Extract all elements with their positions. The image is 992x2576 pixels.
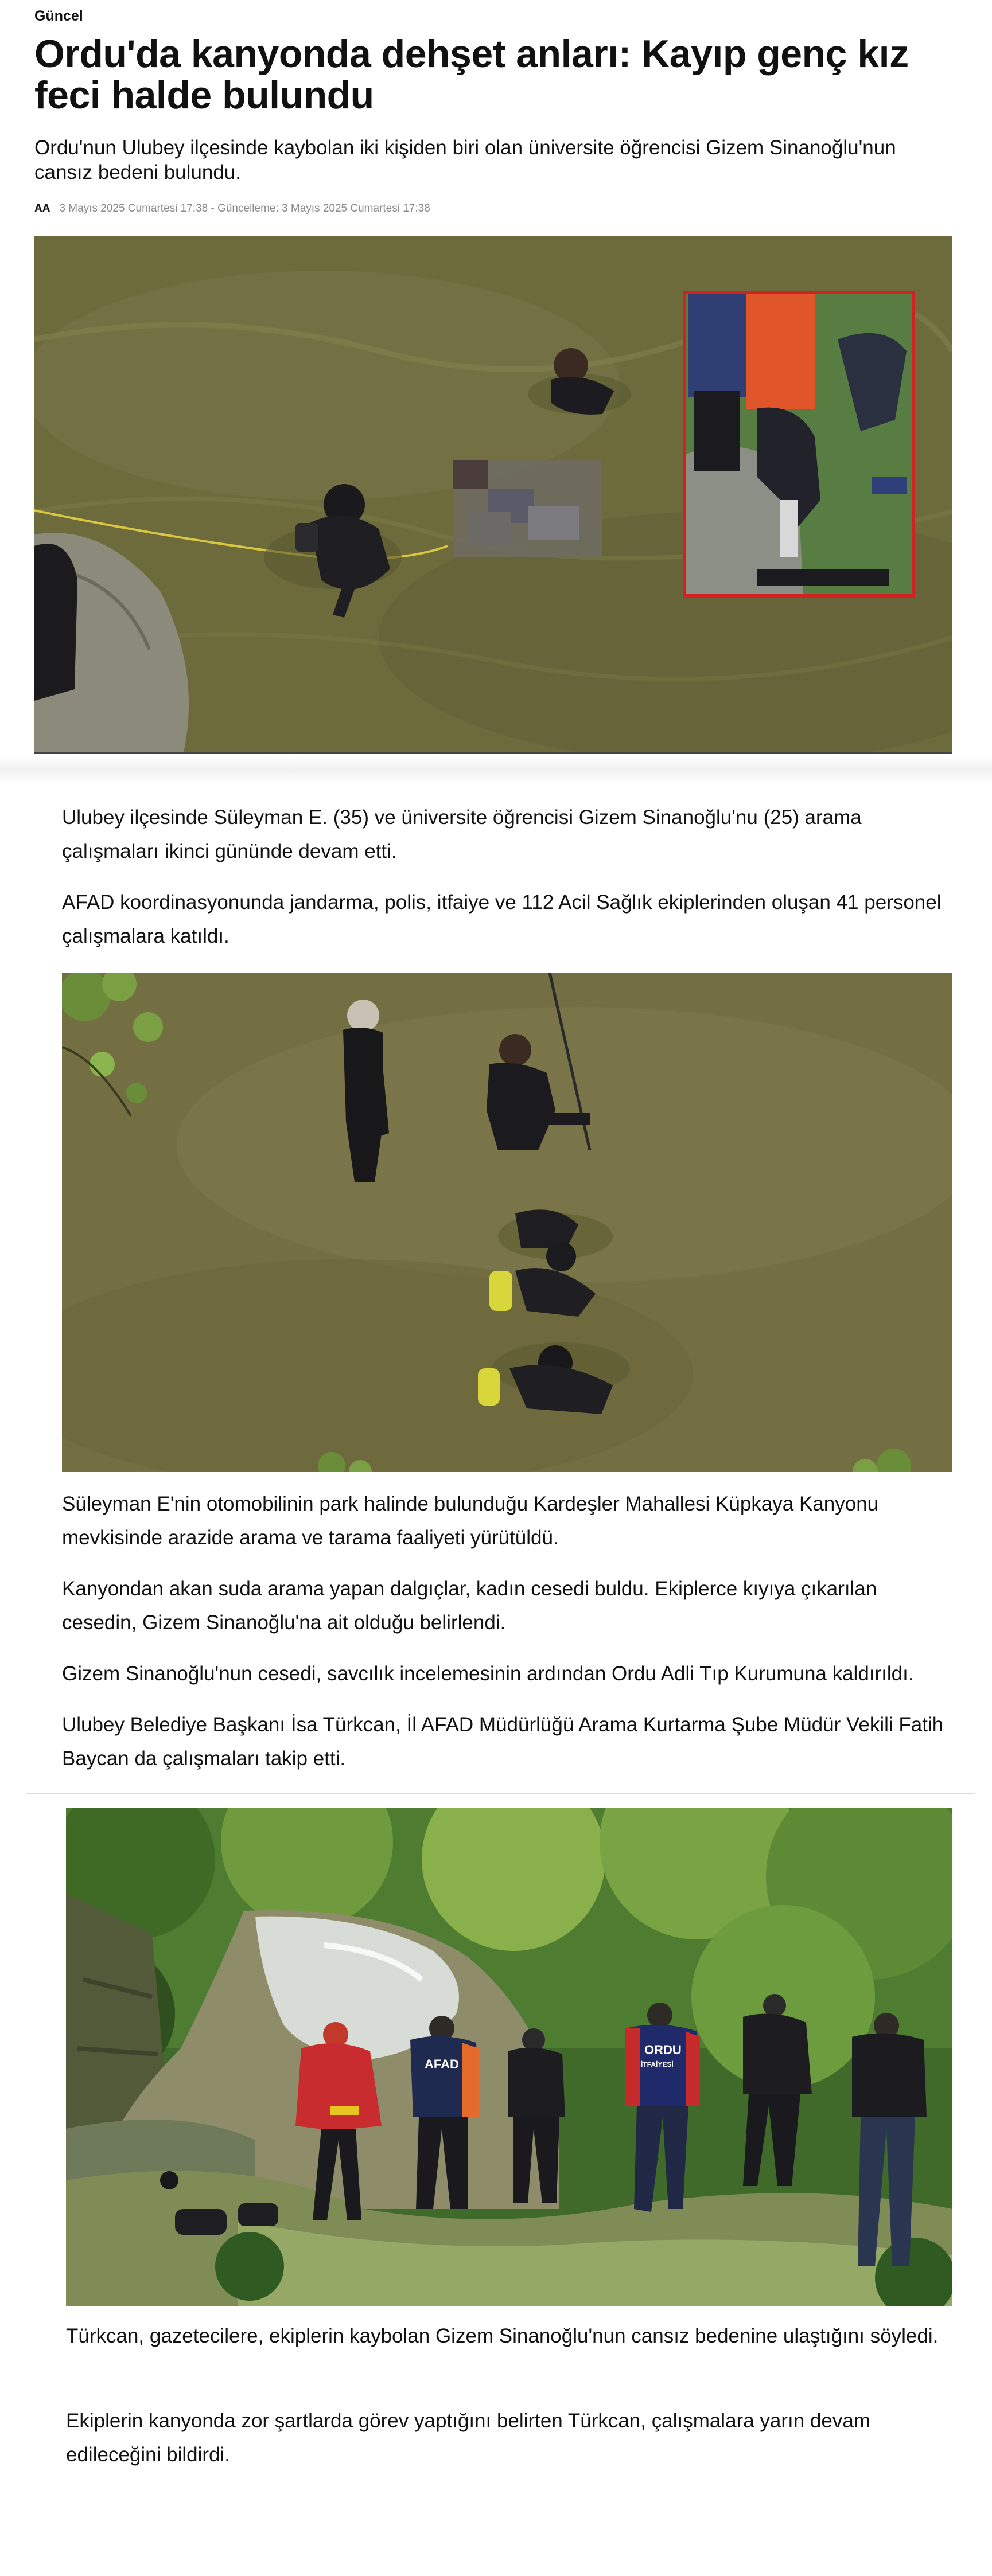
article-subtitle: Ordu'nun Ulubey ilçesinde kaybolan iki kişiden biri olan üniversite öğrencisi Gizem Sinanoğlu'nun cansız bedeni bulundu. bbox=[34, 136, 896, 184]
paragraph-4: Kanyondan akan suda arama yapan dalgıçlar, kadın cesedi buldu. Ekiplerce kıyıya çıkarılan cesedin, Gizem Sinanoğlu'na ait olduğu belirlendi. bbox=[62, 1578, 877, 1634]
afad-jacket-text: AFAD bbox=[425, 2057, 459, 2071]
article-meta bbox=[34, 202, 430, 215]
rescue-team-image bbox=[66, 1808, 952, 2306]
hero-image-illustration bbox=[34, 236, 952, 752]
paragraph-8: Ekiplerin kanyonda zor şartlarda görev yaptığını belirten Türkcan, çalışmalara yarın devam edileceğini bildirdi. bbox=[66, 2410, 870, 2466]
rescue-team-image-illustration bbox=[66, 1808, 952, 2306]
paragraph-7: Türkcan, gazetecilere, ekiplerin kaybolan Gizem Sinanoğlu'nun cansız bedenine ulaştığını söyledi. bbox=[66, 2325, 939, 2347]
paragraph-6: Ulubey Belediye Başkanı İsa Türkcan, İl AFAD Müdürlüğü Arama Kurtarma Şube Müdür Vekili Fatih Baycan da çalışmaları takip etti. bbox=[62, 1714, 944, 1770]
source-label: AA bbox=[34, 202, 50, 214]
section-separator bbox=[0, 756, 992, 786]
hero-image bbox=[34, 236, 952, 754]
itfaiye-jacket-text: İTFAİYESİ bbox=[641, 2060, 674, 2068]
divers-image bbox=[62, 973, 952, 1472]
article-headline: Ordu'da kanyonda dehşet anları: Kayıp genç kız feci halde bulundu bbox=[34, 32, 909, 117]
paragraph-2: AFAD koordinasyonunda jandarma, polis, itfaiye ve 112 Acil Sağlık ekiplerinden oluşan 41 personel çalışmalara katıldı. bbox=[62, 891, 942, 947]
ordu-jacket-text: ORDU bbox=[644, 2043, 682, 2057]
article-category[interactable]: Güncel bbox=[34, 8, 83, 24]
paragraph-3: Süleyman E'nin otomobilinin park halinde bulunduğu Kardeşler Mahallesi Küpkaya Kanyonu mevkisinde arazide arama ve tarama faaliyeti yürütüldü. bbox=[62, 1493, 879, 1549]
divers-image-illustration bbox=[62, 973, 952, 1472]
content-divider bbox=[26, 1793, 975, 1794]
publish-dates: 3 Mayıs 2025 Cumartesi 17:38 - Güncelleme: 3 Mayıs 2025 Cumartesi 17:38 bbox=[59, 202, 430, 214]
paragraph-5: Gizem Sinanoğlu'nun cesedi, savcılık incelemesinin ardından Ordu Adli Tıp Kurumuna kaldırıldı. bbox=[62, 1662, 914, 1685]
paragraph-1: Ulubey ilçesinde Süleyman E. (35) ve üniversite öğrencisi Gizem Sinanoğlu'nu (25) arama çalışmaları ikinci gününde devam etti. bbox=[62, 806, 862, 862]
